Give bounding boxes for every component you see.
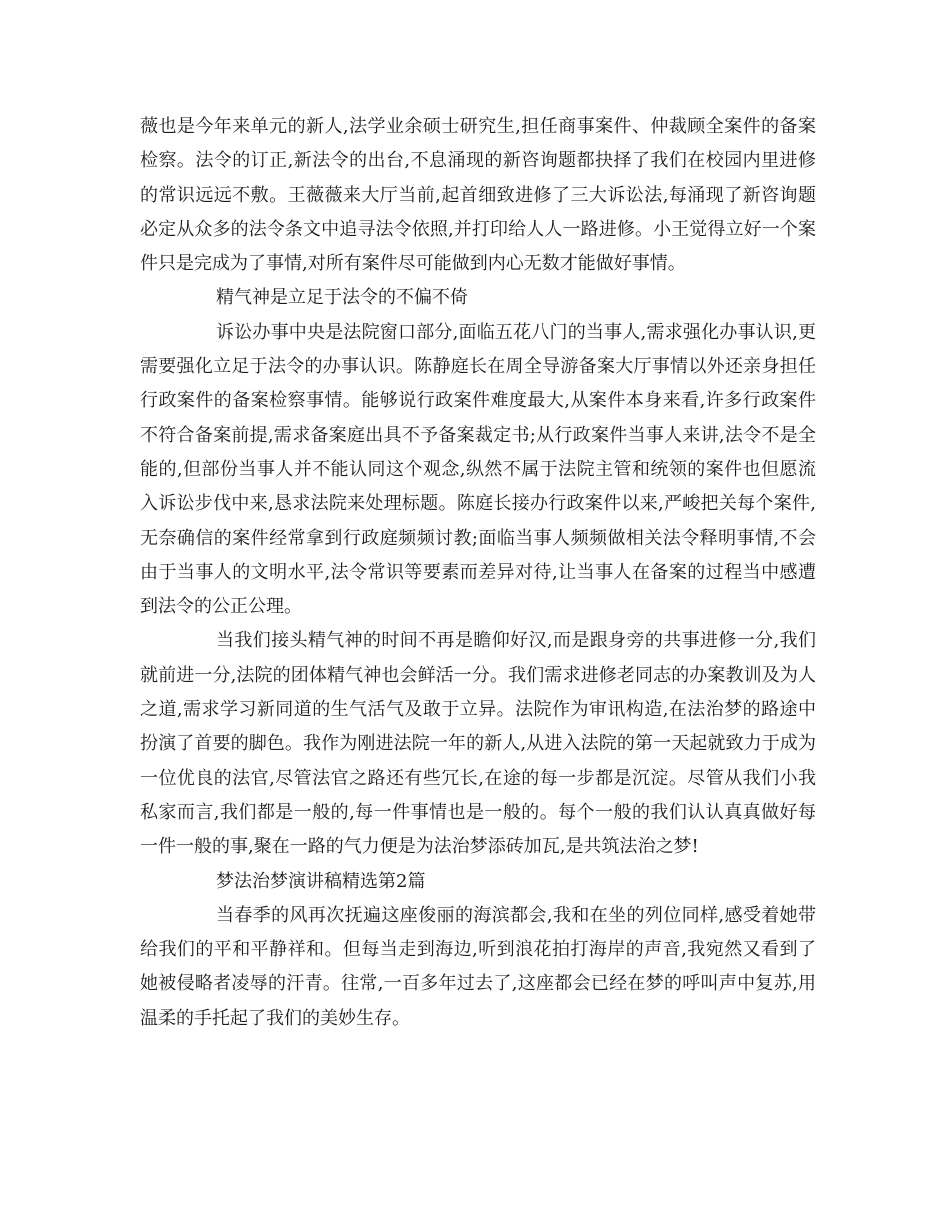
section-heading-speech-2: 梦法治梦演讲稿精选第2篇 (216, 870, 426, 892)
paragraph-continuation: 薇也是今年来单元的新人,法学业余硕士研究生,担任商事案件、仲裁顾全案件的备案检察。法令的订正,新法令的出台,不息涌现的新咨询题都抉择了我们在校园内里进修的常识远远不敷。王薇薇来大厅当前,起首细致进修了三大诉讼法,每涌现了新咨询题必定从众多的法令条文中追寻法令依照,并打印给人人一路进修。小王觉得立好一个案件只是完成为了事情,对所有案件尽可能做到内心无数才能做好事情。 (140, 116, 816, 275)
paragraph-spring-wind: 当春季的风再次抚遍这座俊丽的海滨都会,我和在坐的列位同样,感受着她带给我们的平和平静祥和。但每当走到海边,听到浪花拍打海岸的声音,我宛然又看到了她被侵略者凌辱的汗青。往常,一百多年过去了,这座都会已经在梦的呼叫声中复苏,用温柔的手托起了我们的美妙生存。 (140, 904, 816, 1029)
document-page (140, 110, 816, 1036)
paragraph-spirit: 当我们接头精气神的时间不再是瞻仰好汉,而是跟身旁的共事进修一分,我们就前进一分,法院的团体精气神也会鲜活一分。我们需求进修老同志的办案教训及为人之道,需求学习新同道的生气活气及敢于立异。法院作为审讯构造,在法治梦的路途中扮演了首要的脚色。我作为刚进法院一年的新人,从进入法院的第一天起就致力于成为一位优良的法官,尽管法官之路还有些冗长,在途的每一步都是沉淀。尽管从我们小我私家而言,我们都是一般的,每一件事情也是一般的。每个一般的我们认认真真做好每一件一般的事,聚在一路的气力便是为法治梦添砖加瓦,是共筑法治之梦! (140, 630, 816, 858)
paragraph-administrative-cases: 诉讼办事中央是法院窗口部分,面临五花八门的当事人,需求强化办事认识,更需要强化立足于法令的办事认识。陈静庭长在周全导游备案大厅事情以外还亲身担任行政案件的备案检察事情。能够说行政案件难度最大,从案件本身来看,许多行政案件不符合备案前提,需求备案庭出具不予备案裁定书;从行政案件当事人来讲,法令不是全能的,但部份当事人并不能认同这个观念,纵然不属于法院主管和统领的案件也但愿流入诉讼步伐中来,恳求法院来处理标题。陈庭长接办行政案件以来,严峻把关每个案件,无奈确信的案件经常拿到行政庭频频讨教;面临当事人频频做相关法令释明事情,不会由于当事人的文明水平,法令常识等要素而差异对待,让当事人在备案的过程当中感遭到法令的公正公理。 (140, 321, 816, 618)
section-heading-principle: 精气神是立足于法令的不偏不倚 (216, 287, 468, 309)
